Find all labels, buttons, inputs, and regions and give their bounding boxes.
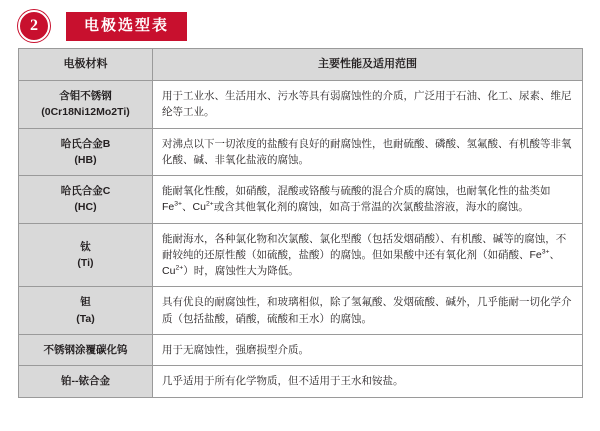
desc-sup: 3+: [174, 200, 183, 208]
cell-material: [19, 176, 153, 224]
desc-text: 或含其他氧化剂的腐蚀，如高于常温的次氯酸盐溶液，海水的腐蚀。: [213, 201, 529, 214]
desc-sup: 3+: [541, 248, 550, 256]
table-header: [19, 49, 583, 81]
material-name: 钛: [80, 240, 91, 253]
cell-material: [19, 223, 153, 287]
material-name: 含钼不锈钢: [59, 90, 112, 103]
material-code: (Ti): [77, 257, 94, 270]
column-header-description: 主要性能及适用范围: [153, 49, 583, 81]
desc-text: ）时，腐蚀性大为降低。: [183, 265, 299, 278]
cell-material: [19, 287, 153, 335]
cell-description: [153, 223, 583, 287]
table-row: [19, 223, 583, 287]
desc-text: 、Cu: [182, 201, 206, 214]
page-title: 电极选型表: [66, 12, 187, 41]
desc-text: 能耐氧化性酸，如硝酸，混酸或铬酸与硫酸的混合介质的腐蚀，也耐氧化性的盐类如Fe: [162, 185, 551, 214]
desc-text: 、Cu: [162, 248, 561, 278]
table-body: [19, 81, 583, 397]
cell-material: [19, 81, 153, 129]
cell-description: 对沸点以下一切浓度的盐酸有良好的耐腐蚀性，也耐硫酸、磷酸、氢氟酸、有机酸等非氧化酸、碱、非氧化盐液的腐蚀。: [153, 128, 583, 176]
table-row: [19, 287, 583, 335]
desc-sup: 2+: [205, 200, 214, 208]
table-header-row: [19, 49, 583, 81]
electrode-spec-table: [18, 48, 583, 398]
table-container: [0, 42, 600, 398]
material-name: 哈氏合金C: [60, 185, 111, 198]
material-code: (Ta): [76, 312, 95, 325]
section-number-badge: 2: [18, 10, 50, 42]
cell-material: [19, 128, 153, 176]
material-code: (0Cr18Ni12Mo2Ti): [41, 106, 130, 119]
cell-material: 不锈钢涂覆碳化钨: [19, 334, 153, 365]
material-code: (HC): [74, 201, 97, 214]
material-name: 钽: [80, 296, 91, 309]
desc-sup: 2+: [175, 264, 184, 272]
material-name: 哈氏合金B: [60, 137, 111, 150]
cell-description: 用于工业水、生活用水、污水等具有弱腐蚀性的介质，广泛用于石油、化工、尿素、维尼纶等工业。: [153, 81, 583, 129]
cell-material: 铂--铱合金: [19, 366, 153, 397]
table-row: [19, 81, 583, 129]
table-row: [19, 128, 583, 176]
material-code: (HB): [74, 153, 97, 166]
cell-description: [153, 176, 583, 224]
cell-description: 用于无腐蚀性，强磨损型介质。: [153, 334, 583, 365]
table-row: [19, 176, 583, 224]
desc-text: 能耐海水，各种氯化物和次氯酸、氯化型酸（包括发烟硝酸）、有机酸、碱等的腐蚀，不耐较纯的还原性酸（如硫酸，盐酸）的腐蚀。但如果酸中还有氧化剂（如硝酸、Fe: [162, 232, 567, 261]
page-header: [0, 0, 600, 42]
column-header-material: 电极材料: [19, 49, 153, 81]
cell-description: 几乎适用于所有化学物质，但不适用于王水和铵盐。: [153, 366, 583, 397]
cell-description: 具有优良的耐腐蚀性，和玻璃相似，除了氢氟酸、发烟硫酸、碱外，几乎能耐一切化学介质（包括盐酸，硝酸，硫酸和王水）的腐蚀。: [153, 287, 583, 335]
table-row: [19, 334, 583, 365]
table-row: [19, 366, 583, 397]
